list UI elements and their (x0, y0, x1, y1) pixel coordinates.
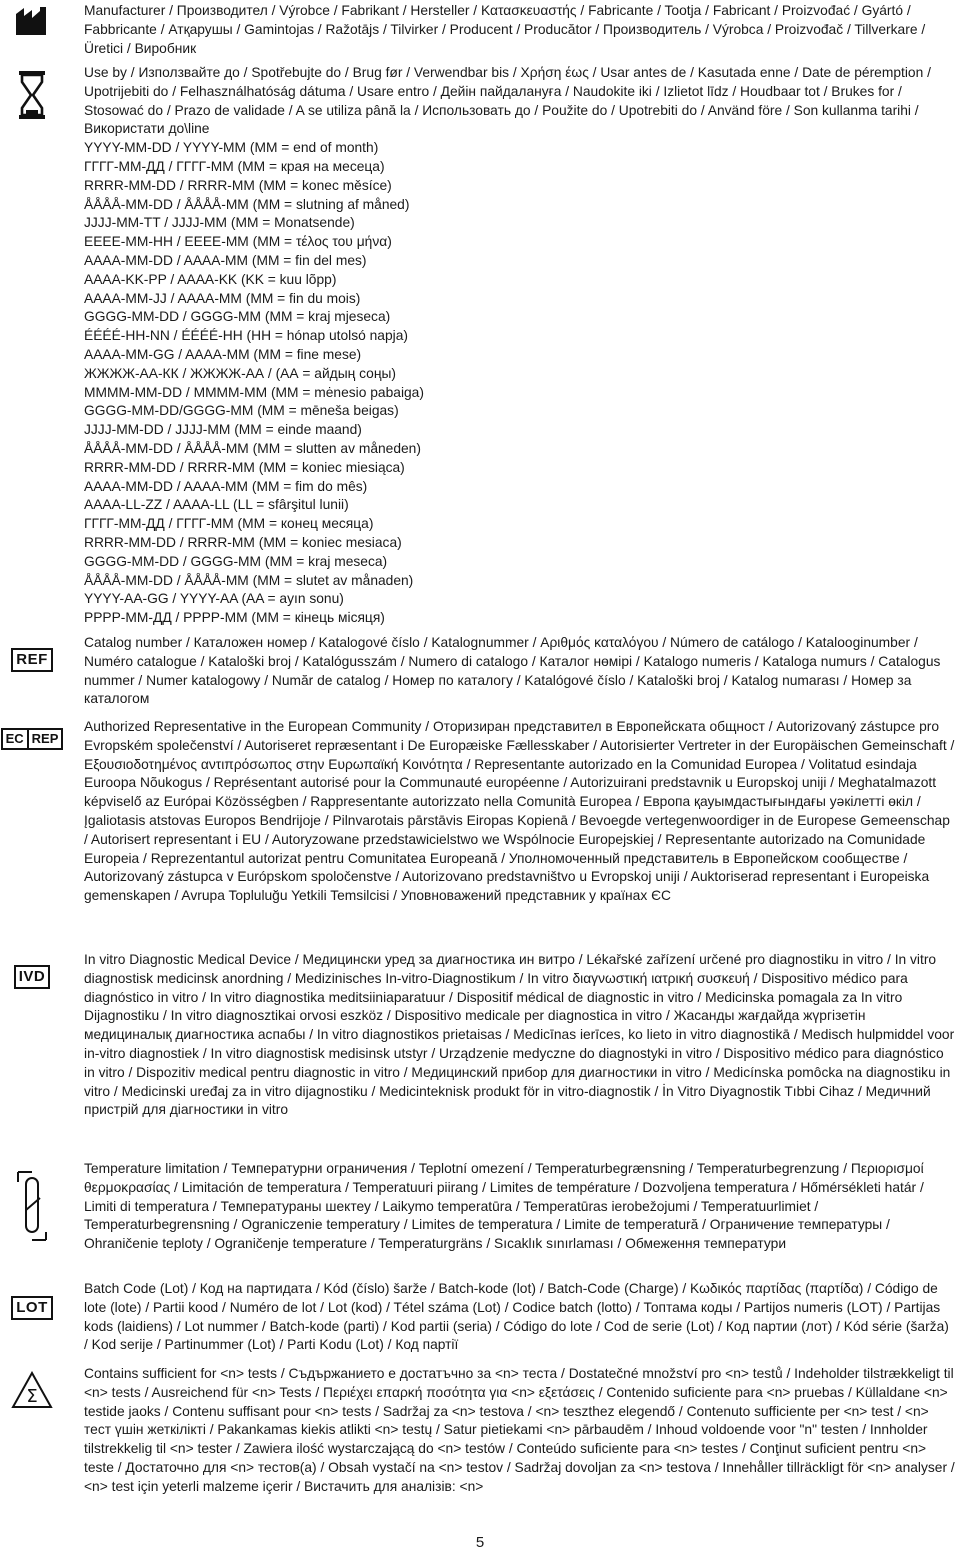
ec-label: EC (5, 731, 24, 746)
date-format-line: AAAA-KK-PP / AAAA-KK (KK = kuu lõpp) (84, 271, 337, 287)
date-format-line: ÅÅÅÅ-MM-DD / ÅÅÅÅ-MM (MM = slutning af måned) (84, 196, 410, 212)
date-format-line: ÉÉÉÉ-HH-NN / ÉÉÉÉ-HH (HH = hónap utolsó napja) (84, 328, 408, 344)
ec-rep-text: Authorized Representative in the European Community / Оторизиран представител в Европейската общност / Autorizovaný zástupce pro Evropském společenství / Autoriseret repræsentant i De Europæiske Fællesskaber / Autorisierter Vertreter in der Europäischen Gemeinschaft / Εξουσιοδοτημένος αντιπρόσωπος στην Ευρωπαϊκή Κοινότητα / Representante autorizado en la Comunidad Europea / Volitatud esindaja Euroopa Nõukogus / Représentant autorisé pour la Communauté européenne / Autorizuirani predstavnik u Europskoj uniji / Meghatalmazott képviselő az Európai Közösségben / Rappresentante autorizzato nella Comunità Europea / Европа қауымдастығындағы уәкілетті өкіл / Įgaliotasis atstovas Europos Bendrijoje / Pilnvarotais pārstāvis Eiropas Kopienā / Bevoegde vertegenwoordiger in de Europese Gemeenschap / Autorisert representant i EU / Autoryzowane przedstawicielstwo we Wspólnocie Europejskiej / Representante autorizado na Comunidade Europeia / Reprezentantul autorizat pentru Comunitatea Europeană / Уполномоченный представитель в Европейском сообществе / Autorizovaný zástupca v Európskom spoločenstve / Autorizovano predstavništvo u Evropskoj uniji / Auktoriserad representant i Europeiska gemenskapen / Avrupa Topluluğu Yetkili Temsilcisi / Упoвноважений представник у країнах ЄС (84, 719, 955, 904)
ref-icon: REF (11, 648, 53, 672)
date-format-line: AAAA-MM-JJ / AAAA-MM (MM = fin du mois) (84, 290, 361, 306)
date-format-line: YYYY-MM-DD / YYYY-MM (MM = end of month) (84, 140, 379, 156)
date-format-line: ГГГГ-ММ-ДД / ГГГГ-ММ (ММ = края на месеца) (84, 158, 385, 174)
use-by-intro: Use by / Използвайте до / Spotřebujte do / Brug før / Verwendbar bis / Χρήση έως / Usar antes de / Kasutada enne / Date de péremption / Upotrijebiti do / Felhasználhatóság dátuma / Usare entro / Дейін пайдалануға / Naudokite iki / Izlietot līdz / Houdbaar tot / Brukes for / Stosować do / Prazo de validade / A se utiliza până la / Использовать до / Použite do / Upotrebiti do / Använd före / Son kullanma tarihi / Використати до\line (84, 65, 931, 137)
sigma-triangle-icon (8, 1371, 56, 1409)
date-format-line: AAAA-MM-DD / AAAA-MM (MM = fim do mês) (84, 478, 368, 494)
date-format-line: JJJJ-MM-DD / JJJJ-MM (MM = einde maand) (84, 422, 362, 438)
date-format-line: AAAA-LL-ZZ / AAAA-LL (LL = sfârşitul lunii) (84, 497, 349, 513)
date-format-line: GGGG-MM-DD/GGGG-MM (MM = mēneša beigas) (84, 403, 399, 419)
date-format-line: РРРР-ММ-ДД / РРРР-ММ (ММ = кінець місяця) (84, 610, 385, 626)
date-format-line: JJJJ-MM-TT / JJJJ-MM (MM = Monatsende) (84, 215, 355, 231)
date-format-line: GGGG-MM-DD / GGGG-MM (MM = kraj mjeseca) (84, 309, 391, 325)
date-format-line: RRRR-MM-DD / RRRR-MM (MM = konec měsíce) (84, 177, 392, 193)
date-format-line: GGGG-MM-DD / GGGG-MM (MM = kraj meseca) (84, 553, 388, 569)
lot-text: Batch Code (Lot) / Код на партидата / Kód (číslo) šarže / Batch-kode (lot) / Batch-Code (Charge) / Κωδικός παρτίδας (παρτίδα) / Código de lote (lote) / Partii kood / Numéro de lot / Lot (kod) / Tétel száma (Lot) / Codice batch (lotto) / Топтама коды / Partijos numeris (LOT) / Partijas kods (laidiens) / Lot nummer / Batch-kode (parti) / Kod partii (seria) / Código do lote / Cod de serie (Lot) / Код партии (лот) / Kód série (šarža) / Kod serije / Partinummer (Lot) / Parti Kodu (Lot) / Код партії (84, 1281, 949, 1353)
date-format-line: MMMM-MM-DD / MMMM-MM (MM = mėnesio pabaiga) (84, 384, 424, 400)
ec-rep-icon (1, 728, 64, 750)
manufacturer-text: Manufacturer / Производител / Výrobce / Fabrikant / Hersteller / Κατασκευαστής / Fabricante / Tootja / Fabricant / Proizvođać / Gyártó / Fabbricante / Атқарушы / Gamintojas / Ražotājs / Tilvirker / Producent / Producător / Производитель / Výrobca / Proizvođač / Tillverkare / Üretici / Виробник (84, 3, 926, 56)
lot-icon: LOT (11, 1296, 53, 1320)
ivd-icon: IVD (14, 965, 51, 989)
date-format-line: ЖЖЖЖ-АА-КК / ЖЖЖЖ-АА / (АА = айдың соңы) (84, 365, 396, 381)
date-format-line: RRRR-MM-DD / RRRR-MM (MM = koniec mesiaca) (84, 534, 402, 550)
hourglass-icon (8, 70, 56, 120)
date-format-line: ΕΕΕΕ-ΜΜ-ΗΗ / ΕΕΕΕ-ΜΜ (ΜΜ = τέλος του μήνα) (84, 234, 392, 250)
date-format-line: RRRR-MM-DD / RRRR-MM (MM = koniec miesiąca) (84, 459, 405, 475)
rep-label: REP (27, 730, 62, 748)
date-format-line: YYYY-AA-GG / YYYY-AA (AA = ayın sonu) (84, 591, 344, 607)
date-format-line: AAAA-MM-DD / AAAA-MM (MM = fin del mes) (84, 252, 367, 268)
date-format-list (84, 139, 956, 628)
svg-text:Σ: Σ (26, 1386, 38, 1407)
thermometer-icon (8, 1168, 56, 1246)
ivd-text: In vitro Diagnostic Medical Device / Медицински уред за диагностика ин витро / Lékařské zařízení určené pro diagnostiku in vitro / In vitro diagnostisk medicinsk anordning / Medizinisches In-vitro-Diagnostikum / In vitro διαγνωστική ιατρική συσκευή / Dispositivo médico para diagnóstico in vitro / In vitro diagnostika meditsiiniaparatuur / Dispositif médical de diagnostic in vitro / Medicinska pomagala za In vitro Dijagnostiku / In vitro diagnosztikai orvosi eszköz / Dispositivo medicale per diagnostica in vitro / Жасанды жағдайда жүргізетін медициналық диагностика аспабы / In vitro diagnostikos prietaisas / Medicīnas ierīces, ko lieto in vitro diagnostikā / Medisch hulpmiddel voor in-vitro diagnostiek / In vitro diagnostisk medisinsk utstyr / Urządzenie medyczne do diagnostyki in vitro / Dispositivo médico para diagnóstico in vitro / Dispozitiv medical pentru diagnostic in vitro / Медицинский прибор для диагностики in vitro / Medicínska pomôcka na diagnostiku in vitro / Medicinski uređaj za in vitro dijagnostiku / Medicinteknisk produkt för in vitro-diagnostik / İn Vitro Diyagnostik Tıbbi Cihaz / Медичний пристрій для діагностики in vitro (84, 952, 955, 1118)
date-format-line: AAAA-MM-GG / AAAA-MM (MM = fine mese) (84, 346, 362, 362)
manufacturer-icon (8, 6, 56, 36)
ref-text: Catalog number / Каталожен номер / Katalogové číslo / Katalognummer / Αριθμός καταλόγου / Número de catálogo / Katalooginumber / Numéro catalogue / Kataloški broj / Katalógusszám / Numero di catalogo / Каталог нөмірі / Katalogo numeris / Kataloga numurs / Catalogus nummer / Numer katalogowy / Număr de catalog / Номер по каталогу / Katalógové číslo / Kataloški broj / Katalog numarası / Номер за каталогом (84, 635, 941, 707)
temperature-text: Temperature limitation / Температурни ограничения / Teplotní omezení / Temperaturbegrænsning / Temperaturbegrenzung / Περιορισμοί θερμοκρασίας / Limitación de temperatura / Temperatuuri piirang / Limites de température / Dozvoljena temperatura / Hőmérsékleti határ / Limiti di temperatura / Температураны шектеу / Laikymo temperatūra / Temperatūras ierobežojumi / Temperatuurlimiet / Temperaturbegrensning / Ograniczenie temperatury / Limites de temperatura / Limite de temperatură / Ограничение температуры / Ohraničenie teploty / Ograničenje temperature / Temperaturgräns / Sıcaklık sınırlaması / Обмеження температури (84, 1161, 924, 1252)
date-format-line: ГГГГ-ММ-ДД / ГГГГ-ММ (ММ = конец месяца) (84, 516, 374, 532)
date-format-line: ÅÅÅÅ-MM-DD / ÅÅÅÅ-MM (MM = slutet av månaden) (84, 572, 414, 588)
page-number: 5 (475, 1534, 485, 1551)
date-format-line: ÅÅÅÅ-MM-DD / ÅÅÅÅ-MM (MM = slutten av måneden) (84, 440, 421, 456)
sufficient-text: Contains sufficient for <n> tests / Съдържанието е достатъчно за <n> теста / Dostatečné množství pro <n> testů / Indeholder tilstrækkeligt til <n> tests / Ausreichend für <n> Tests / Περιέχει επαρκή ποσότητα για <n> εξετάσεις / Contenido suficiente para <n> pruebas / Küllaldane <n> testide jaoks / Contenu suffisant pour <n> tests / Sadržaj za <n> testova / <n> teszthez elegendő / Contenuto sufficiente per <n> test / <n> тест үшін жеткілікті / Pakankamas kiekis atlikti <n> testų / Satur pietiekami <n> pārbaudēm / Inhoud voldoende voor "n" testen / Innholder tilstrekkelig til <n> tester / Zawiera ilość wystarczającą do <n> testów / Conteúdo suficiente para <n> testes / Conţinut suficient pentru <n> teste / Достаточно для <n> тестов(а) / Obsah vystačí na <n> testov / Sadržaj dovoljan za <n> testova / Innehåller tillräckligt för <n> analyser / <n> test için yeterli malzeme içerir / Вистачить для аналізів: <n> (84, 1366, 955, 1494)
